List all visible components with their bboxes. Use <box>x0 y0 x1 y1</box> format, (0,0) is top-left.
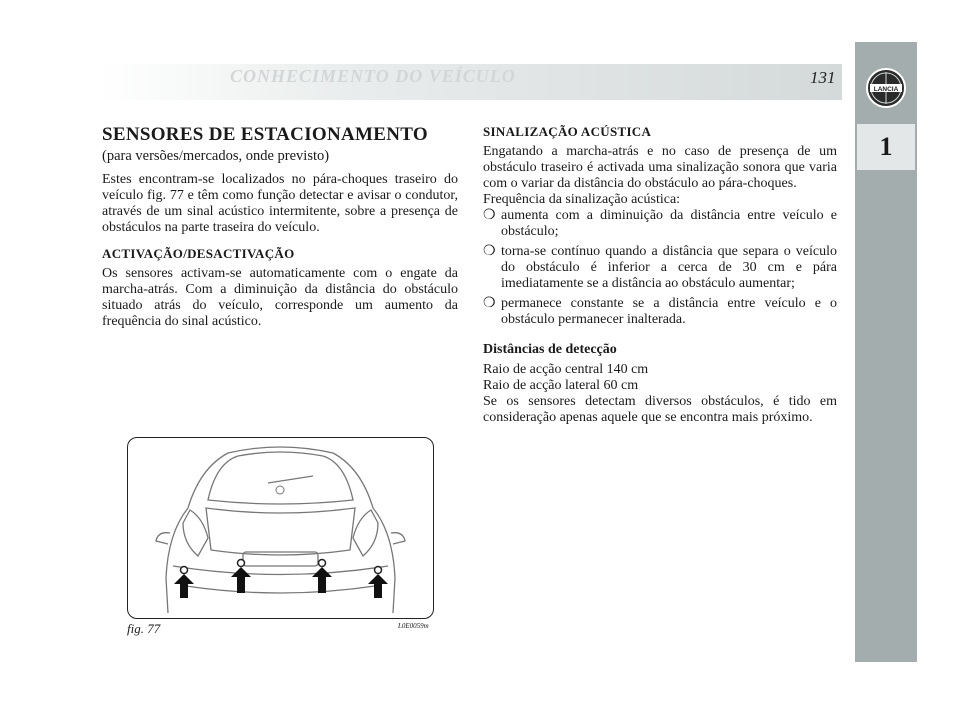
brand-logo <box>855 42 917 122</box>
bullet-circle-icon: ❍ <box>483 296 496 311</box>
car-rear-sensor-figure <box>127 437 434 619</box>
page-number: 131 <box>810 68 836 87</box>
nearest-obstacle-note: Se os sensores detectam diversos obstáculos, é tido em consideração apenas aquele que se encontra mais próximo. <box>483 394 837 425</box>
section-subtitle: (para versões/mercados, onde previsto) <box>102 148 330 164</box>
right-column <box>483 124 837 426</box>
figure-label: fig. 77 <box>127 621 161 636</box>
left-column <box>102 124 458 330</box>
intro-paragraph: Estes encontram-se localizados no pára-choques traseiro do veículo fig. 77 e têm como função detectar e avisar o condutor, através de um sinal acústico intermitente, sobre a presença de obstáculos na parte traseira do veículo. <box>102 172 458 235</box>
lancia-logo-icon <box>855 42 917 122</box>
list-item: ❍ permanece constante se a distância entre veículo e o obstáculo permanecer inalterada. <box>483 296 837 327</box>
bullet-circle-icon: ❍ <box>483 208 496 223</box>
logo-text: LANCIA <box>873 86 899 93</box>
list-item: ❍ aumenta com a diminuição da distância entre veículo e obstáculo; <box>483 208 837 239</box>
acoustic-heading: SINALIZAÇÃO ACÚSTICA <box>483 124 652 139</box>
figure-code: L0E0059m <box>398 622 429 630</box>
acoustic-paragraph: Engatando a marcha-atrás e no caso de presença de um obstáculo traseiro é activada uma sinalização sonora que varia com o variar da distância do obstáculo ao pára-choques. <box>483 144 837 191</box>
central-range: Raio de acção central 140 cm <box>483 362 649 377</box>
page-header-title: CONHECIMENTO DO VEÍCULO <box>230 66 516 86</box>
frequency-list <box>483 208 837 328</box>
chapter-tab-1[interactable]: 1 <box>857 124 915 170</box>
car-rear-illustration <box>128 438 433 618</box>
lateral-range: Raio de acção lateral 60 cm <box>483 378 639 393</box>
bullet-circle-icon: ❍ <box>483 244 496 259</box>
distances-heading: Distâncias de detecção <box>483 342 617 357</box>
frequency-label: Frequência da sinalização acústica: <box>483 192 681 207</box>
list-item: ❍ torna-se contínuo quando a distância que separa o veículo do obstáculo é inferior a cerca de 30 cm e pára imediatamente se a distância ao obstáculo aumentar; <box>483 244 837 291</box>
activation-paragraph: Os sensores activam-se automaticamente com o engate da marcha-atrás. Com a diminuição da distância do obstáculo situado atrás do veículo, corresponde um aumento da frequência do sinal acústico. <box>102 266 458 329</box>
section-title: SENSORES DE ESTACIONAMENTO <box>102 124 428 145</box>
activation-heading: ACTIVAÇÃO/DESACTIVAÇÃO <box>102 246 295 261</box>
